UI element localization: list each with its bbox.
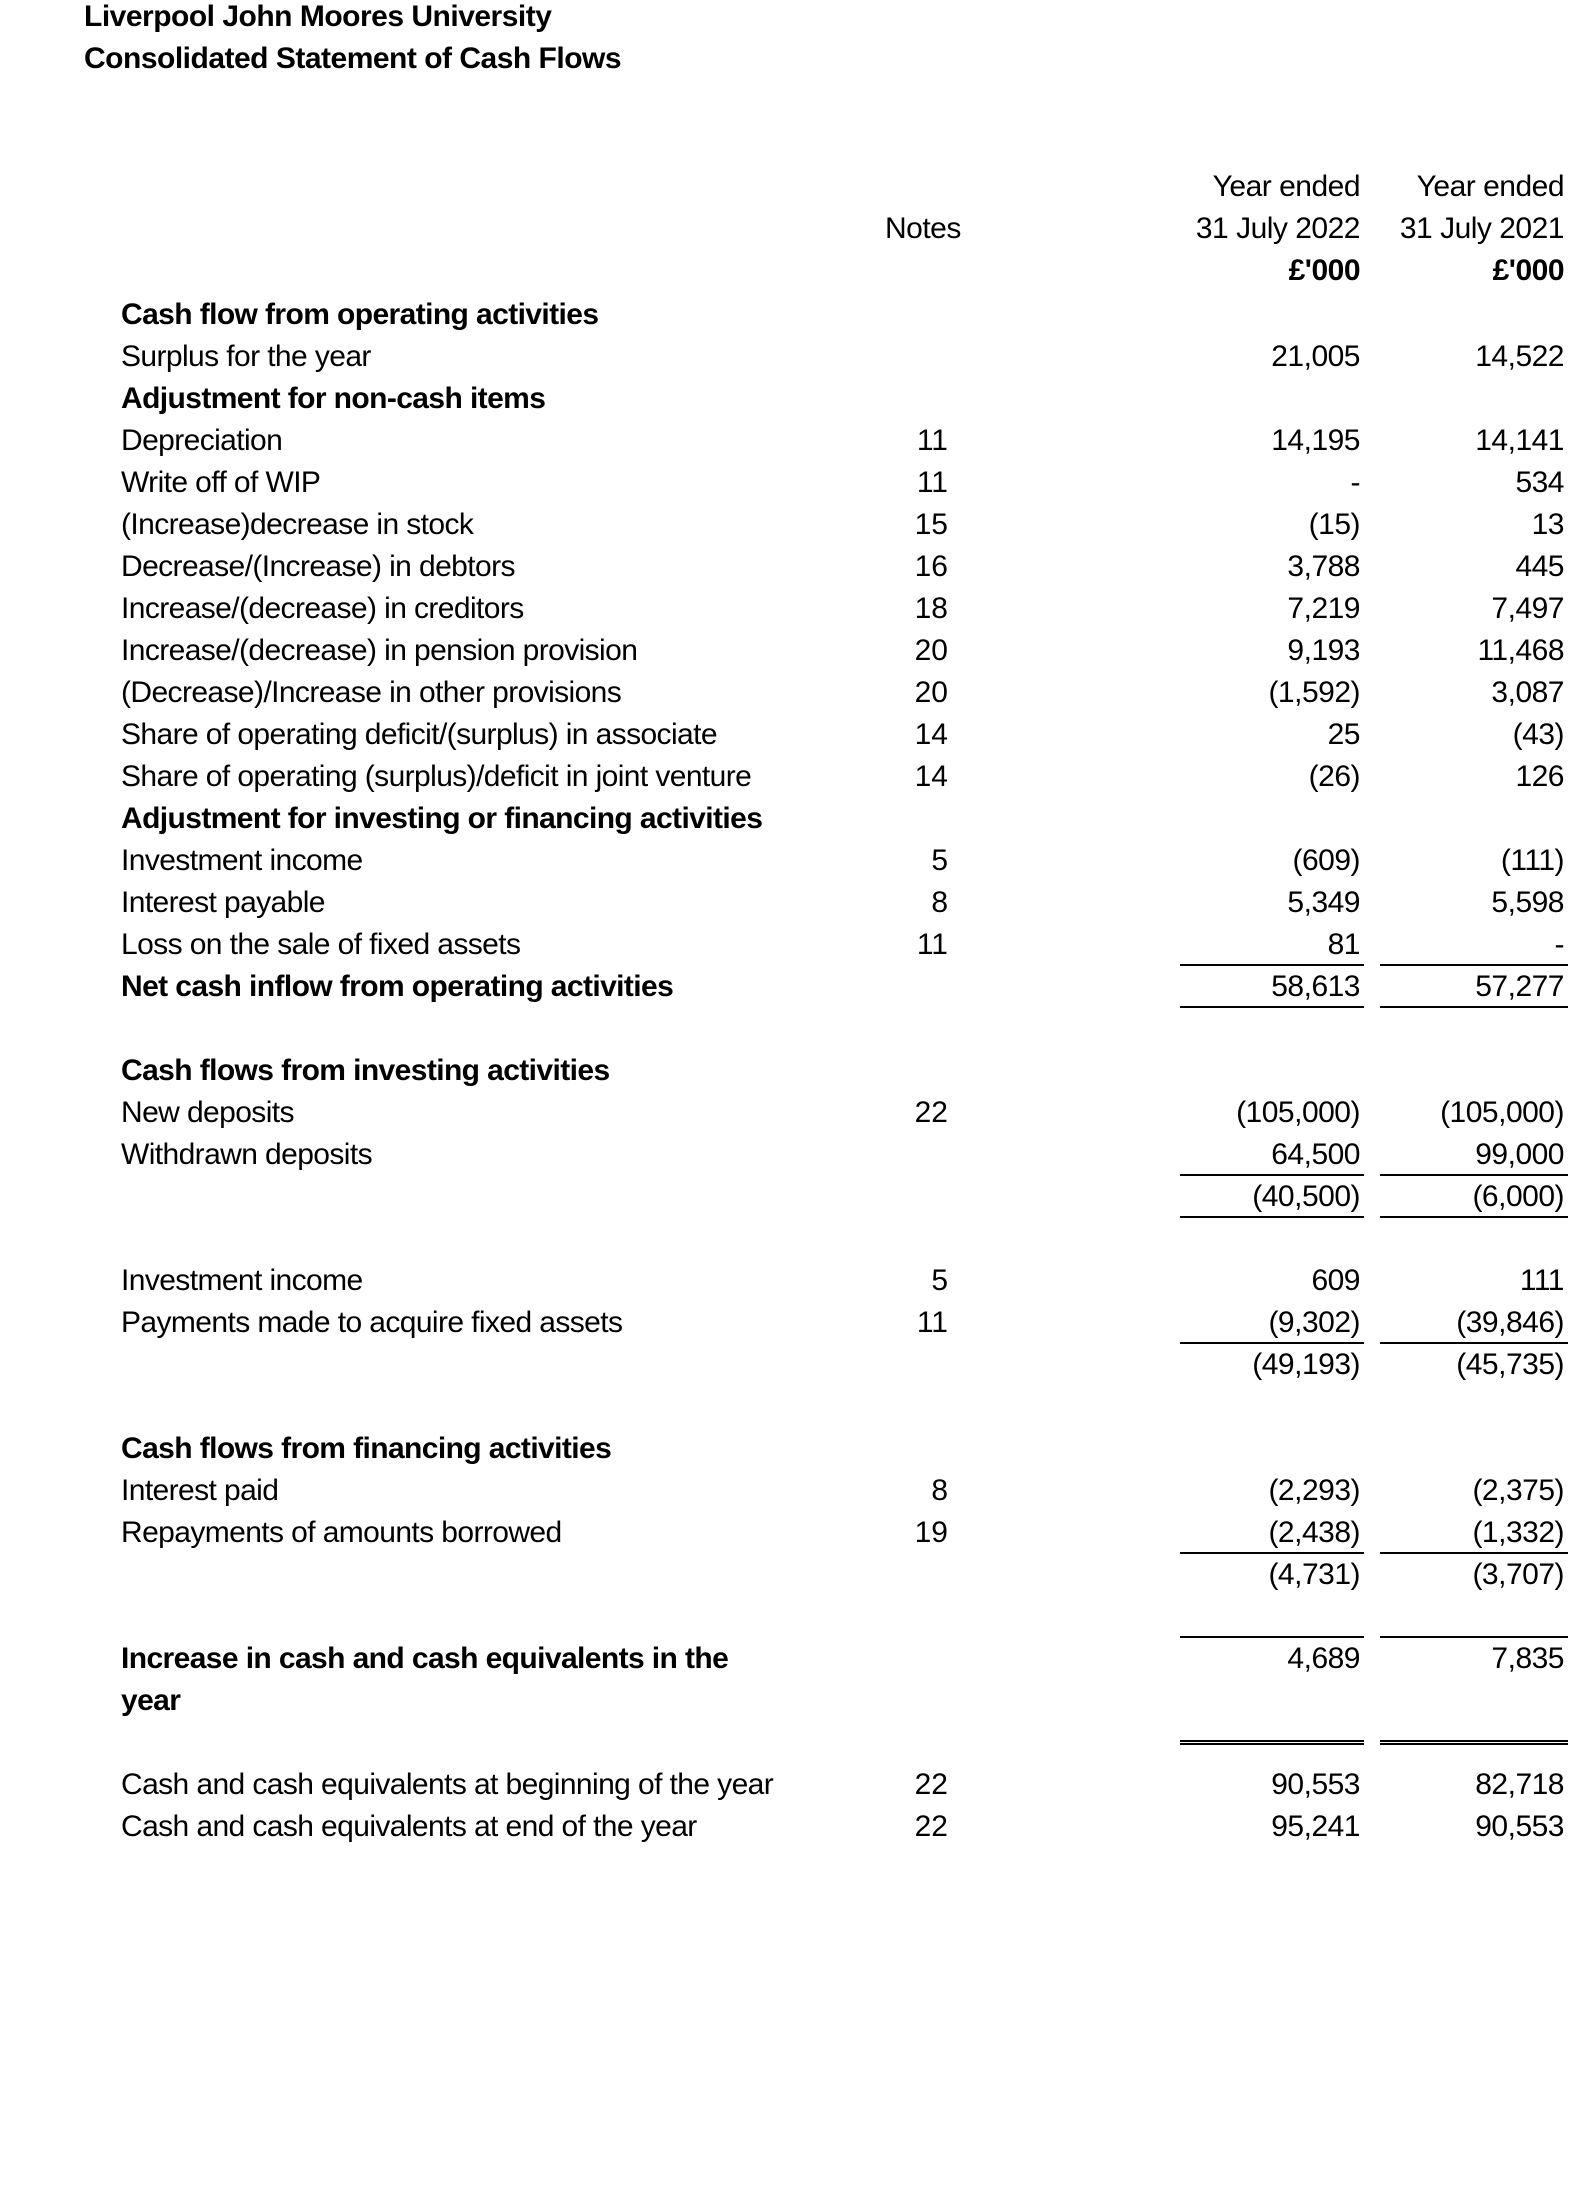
- value-2022: 90,553: [1271, 1768, 1360, 1801]
- row-note: 18: [914, 592, 948, 625]
- table-row: [0, 714, 1572, 756]
- value-2022: 95,241: [1271, 1810, 1360, 1843]
- value-2022: (40,500): [1252, 1180, 1360, 1213]
- value-2021: 13: [1531, 508, 1564, 541]
- subtotal-row: [0, 1176, 1572, 1218]
- col-2022-unit: £'000: [1288, 254, 1360, 287]
- row-label: Interest payable: [121, 886, 325, 919]
- organization-name: Liverpool John Moores University: [84, 0, 552, 33]
- value-2022: (2,438): [1268, 1516, 1360, 1549]
- row-note: 11: [916, 466, 948, 499]
- value-2021: (39,846): [1456, 1306, 1564, 1339]
- row-label: New deposits: [121, 1096, 294, 1129]
- value-2022: (609): [1292, 844, 1360, 877]
- subtotal-row: [0, 1344, 1572, 1386]
- value-2021: (3,707): [1472, 1558, 1564, 1591]
- row-label: Increase in cash and cash equivalents in the: [121, 1642, 729, 1675]
- value-2021: 445: [1515, 550, 1564, 583]
- row-label: Increase/(decrease) in pension provision: [121, 634, 638, 667]
- total-row-operating: [0, 966, 1572, 1008]
- row-label: Increase/(decrease) in creditors: [121, 592, 524, 625]
- row-note: 20: [914, 676, 948, 709]
- table-row: [0, 420, 1572, 462]
- row-label: Loss on the sale of fixed assets: [121, 928, 521, 961]
- row-label: Repayments of amounts borrowed: [121, 1516, 562, 1549]
- value-2022: 3,788: [1287, 550, 1360, 583]
- value-2021: 11,468: [1477, 634, 1564, 667]
- col-2021-line1: Year ended: [1416, 170, 1564, 203]
- value-2022: 7,219: [1287, 592, 1360, 625]
- subheading-non-cash: [0, 378, 1572, 420]
- value-2022: (49,193): [1252, 1348, 1360, 1381]
- value-2021: (111): [1500, 844, 1564, 877]
- table-row: [0, 588, 1572, 630]
- value-2021: 82,718: [1475, 1768, 1564, 1801]
- table-row: [0, 336, 1572, 378]
- total-row-increase-cont: [0, 1680, 1572, 1722]
- value-2022: 14,195: [1271, 424, 1360, 457]
- value-2022: 609: [1311, 1264, 1360, 1297]
- rule-line: [1180, 1216, 1364, 1218]
- value-2022: -: [1350, 466, 1360, 499]
- row-note: 5: [931, 844, 948, 877]
- value-2021: (6,000): [1472, 1180, 1564, 1213]
- row-note: 14: [914, 760, 948, 793]
- value-2021: -: [1554, 928, 1564, 961]
- value-2021: 90,553: [1475, 1810, 1564, 1843]
- row-label: year: [121, 1684, 181, 1717]
- row-label: Withdrawn deposits: [121, 1138, 372, 1171]
- table-row: [0, 1134, 1572, 1176]
- row-label: Cash flow from operating activities: [121, 298, 599, 331]
- row-note: 16: [914, 550, 948, 583]
- row-label: Cash and cash equivalents at end of the year: [121, 1810, 697, 1843]
- row-note: 22: [914, 1096, 948, 1129]
- row-label: Adjustment for investing or financing activities: [121, 802, 763, 835]
- row-label: Write off of WIP: [121, 466, 321, 499]
- table-row: [0, 1092, 1572, 1134]
- value-2021: (2,375): [1472, 1474, 1564, 1507]
- table-row: [0, 462, 1572, 504]
- value-2021: 7,835: [1491, 1642, 1564, 1675]
- value-2021: (1,332): [1472, 1516, 1564, 1549]
- rule-line: [1180, 1006, 1364, 1008]
- value-2021: 3,087: [1491, 676, 1564, 709]
- value-2021: (105,000): [1440, 1096, 1564, 1129]
- row-label: Payments made to acquire fixed assets: [121, 1306, 623, 1339]
- table-row: [0, 1806, 1572, 1848]
- table-row: [0, 630, 1572, 672]
- row-note: 22: [914, 1768, 948, 1801]
- total-row-increase: [0, 1638, 1572, 1680]
- value-2022: (26): [1308, 760, 1360, 793]
- value-2021: 7,497: [1491, 592, 1564, 625]
- value-2022: 5,349: [1287, 886, 1360, 919]
- rule-line: [1380, 1216, 1568, 1218]
- double-rule-line: [1380, 1740, 1568, 1745]
- row-label: Interest paid: [121, 1474, 279, 1507]
- row-note: 11: [916, 928, 948, 961]
- value-2021: 126: [1515, 760, 1564, 793]
- value-2022: (2,293): [1268, 1474, 1360, 1507]
- value-2022: (15): [1308, 508, 1360, 541]
- value-2021: (45,735): [1456, 1348, 1564, 1381]
- table-row: [0, 882, 1572, 924]
- col-2022-line1: Year ended: [1212, 170, 1360, 203]
- section-heading-investing: [0, 1050, 1572, 1092]
- row-note: 8: [931, 1474, 948, 1507]
- table-row: [0, 504, 1572, 546]
- table-row: [0, 672, 1572, 714]
- statement-title: Consolidated Statement of Cash Flows: [84, 42, 622, 75]
- value-2021: 14,141: [1475, 424, 1564, 457]
- row-note: 19: [914, 1516, 948, 1549]
- col-2021-unit: £'000: [1492, 254, 1564, 287]
- value-2022: (105,000): [1236, 1096, 1360, 1129]
- row-label: Investment income: [121, 1264, 363, 1297]
- row-note: 11: [916, 1306, 948, 1339]
- row-label: Depreciation: [121, 424, 283, 457]
- value-2022: 21,005: [1271, 340, 1360, 373]
- section-heading-operating: [0, 294, 1572, 336]
- table-row: [0, 1470, 1572, 1512]
- rule-line: [1380, 1006, 1568, 1008]
- row-note: 22: [914, 1810, 948, 1843]
- value-2021: 5,598: [1491, 886, 1564, 919]
- value-2022: 25: [1327, 718, 1360, 751]
- row-label: (Increase)decrease in stock: [121, 508, 474, 541]
- col-2021-line2: 31 July 2021: [1399, 212, 1564, 245]
- table-row: [0, 756, 1572, 798]
- value-2021: (43): [1512, 718, 1564, 751]
- value-2022: 64,500: [1271, 1138, 1360, 1171]
- value-2022: (9,302): [1268, 1306, 1360, 1339]
- row-label: Decrease/(Increase) in debtors: [121, 550, 515, 583]
- value-2022: 81: [1327, 928, 1360, 961]
- table-row: [0, 546, 1572, 588]
- subheading-investing-financing: [0, 798, 1572, 840]
- value-2021: 57,277: [1475, 970, 1564, 1003]
- row-label: Cash and cash equivalents at beginning of the year: [121, 1768, 774, 1801]
- row-label: Surplus for the year: [121, 340, 371, 373]
- row-note: 8: [931, 886, 948, 919]
- value-2022: (4,731): [1268, 1558, 1360, 1591]
- row-label: Investment income: [121, 844, 363, 877]
- section-heading-financing: [0, 1428, 1572, 1470]
- notes-header: Notes: [885, 212, 961, 245]
- row-label: Net cash inflow from operating activities: [121, 970, 674, 1003]
- row-note: 20: [914, 634, 948, 667]
- value-2022: (1,592): [1268, 676, 1360, 709]
- row-note: 11: [916, 424, 948, 457]
- row-label: Adjustment for non-cash items: [121, 382, 546, 415]
- value-2022: 4,689: [1287, 1642, 1360, 1675]
- row-label: Share of operating (surplus)/deficit in joint venture: [121, 760, 752, 793]
- row-label: Cash flows from investing activities: [121, 1054, 610, 1087]
- row-label: (Decrease)/Increase in other provisions: [121, 676, 622, 709]
- row-note: 14: [914, 718, 948, 751]
- value-2021: 99,000: [1475, 1138, 1564, 1171]
- table-row: [0, 1260, 1572, 1302]
- value-2021: 111: [1519, 1264, 1564, 1297]
- subtotal-row: [0, 1554, 1572, 1596]
- value-2021: 534: [1515, 466, 1564, 499]
- table-row: [0, 1302, 1572, 1344]
- table-row: [0, 924, 1572, 966]
- row-note: 5: [931, 1264, 948, 1297]
- double-rule-line: [1180, 1740, 1364, 1745]
- row-note: 15: [914, 508, 948, 541]
- value-2022: 9,193: [1287, 634, 1360, 667]
- table-row: [0, 1764, 1572, 1806]
- value-2021: 14,522: [1475, 340, 1564, 373]
- table-row: [0, 1512, 1572, 1554]
- table-row: [0, 840, 1572, 882]
- col-2022-line2: 31 July 2022: [1195, 212, 1360, 245]
- value-2022: 58,613: [1271, 970, 1360, 1003]
- row-label: Cash flows from financing activities: [121, 1432, 612, 1465]
- row-label: Share of operating deficit/(surplus) in associate: [121, 718, 717, 751]
